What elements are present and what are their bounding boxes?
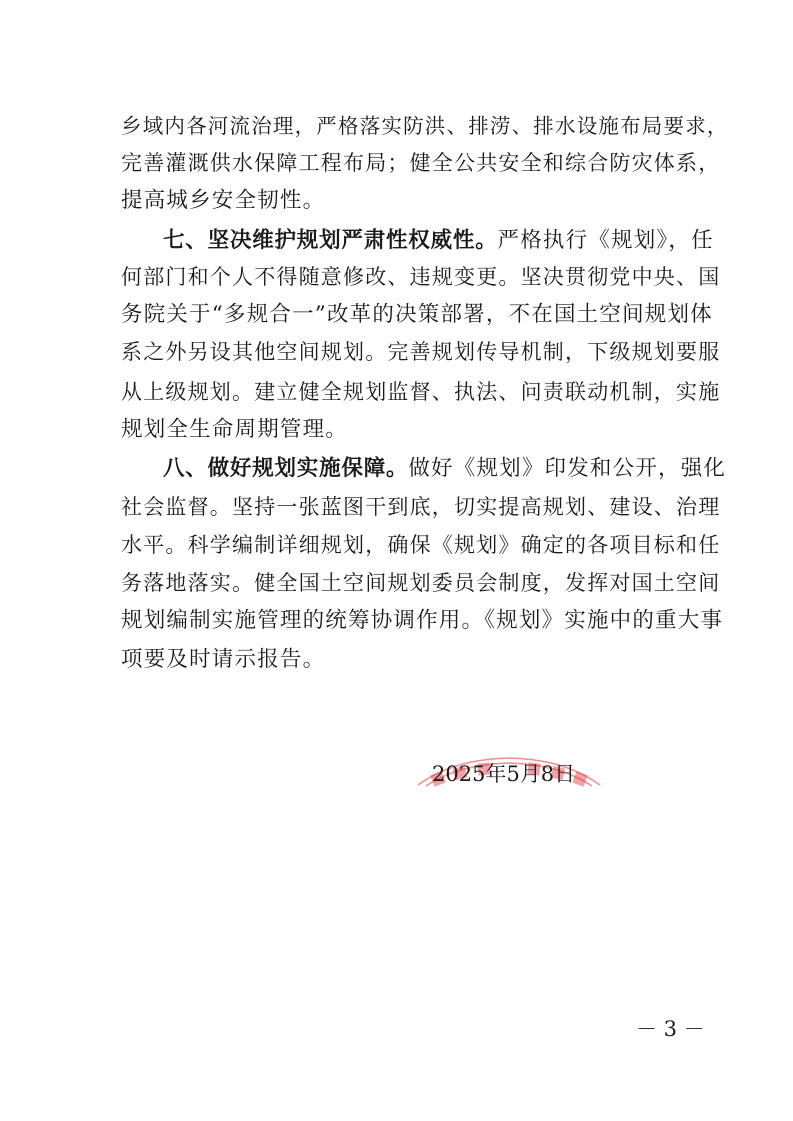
body-sentence: 提高城乡安全韧性。 <box>121 188 326 213</box>
body-sentence: 做好《规划》印发和公开，强化 <box>408 456 727 481</box>
body-sentence: 完善灌溉供水保障工程布局；健全公共安全和综合防灾体系， <box>121 151 721 175</box>
body-sentence: 项要及时请示报告。 <box>121 647 326 672</box>
body-sentence: 水平。科学编制详细规划，确保《规划》确定的各项目标和任 <box>121 533 721 557</box>
text-line <box>163 454 726 484</box>
section-heading: 八、做好规划实施保障。 <box>163 456 409 481</box>
body-sentence: 规划全生命周期管理。 <box>121 417 349 442</box>
text-line <box>121 530 720 560</box>
text-line <box>121 606 723 636</box>
text-line <box>121 645 325 675</box>
text-line <box>121 568 720 598</box>
body-sentence: 乡域内各河流治理，严格落实防洪、排涝、排水设施布局要求， <box>121 114 729 138</box>
text-line <box>121 186 325 216</box>
body-sentence: 规划编制实施管理的统筹协调作用。《规划》实施中的重大事 <box>121 608 724 633</box>
text-line <box>121 148 720 178</box>
text-line <box>121 492 720 522</box>
text-line <box>121 337 720 367</box>
document-date: 2025年5月8日 <box>432 762 576 786</box>
text-line <box>163 226 714 256</box>
text-line <box>121 111 729 141</box>
body-sentence: 从上级规划。建立健全规划监督、执法、问责联动机制，实施 <box>121 380 721 404</box>
text-line <box>121 262 720 292</box>
body-sentence: 系之外另设其他空间规划。完善规划传导机制，下级规划要服 <box>121 340 721 364</box>
body-sentence: 社会监督。坚持一张蓝图干到底，切实提高规划、建设、治理 <box>121 495 721 519</box>
body-sentence: 务院关于“多规合一”改革的决策部署，不在国土空间规划体 <box>121 302 713 327</box>
section-heading: 七、坚决维护规划严肃性权威性。 <box>163 228 498 253</box>
body-sentence: 务落地落实。健全国土空间规划委员会制度，发挥对国土空间 <box>121 571 721 595</box>
text-line <box>121 415 348 445</box>
body-sentence: 何部门和个人不得随意修改、违规变更。坚决贯彻党中央、国 <box>121 265 721 289</box>
page-number: － 3 － <box>636 1017 705 1041</box>
text-line <box>121 377 720 407</box>
body-sentence: 严格执行《规划》，任 <box>497 228 714 253</box>
text-line <box>121 300 713 330</box>
